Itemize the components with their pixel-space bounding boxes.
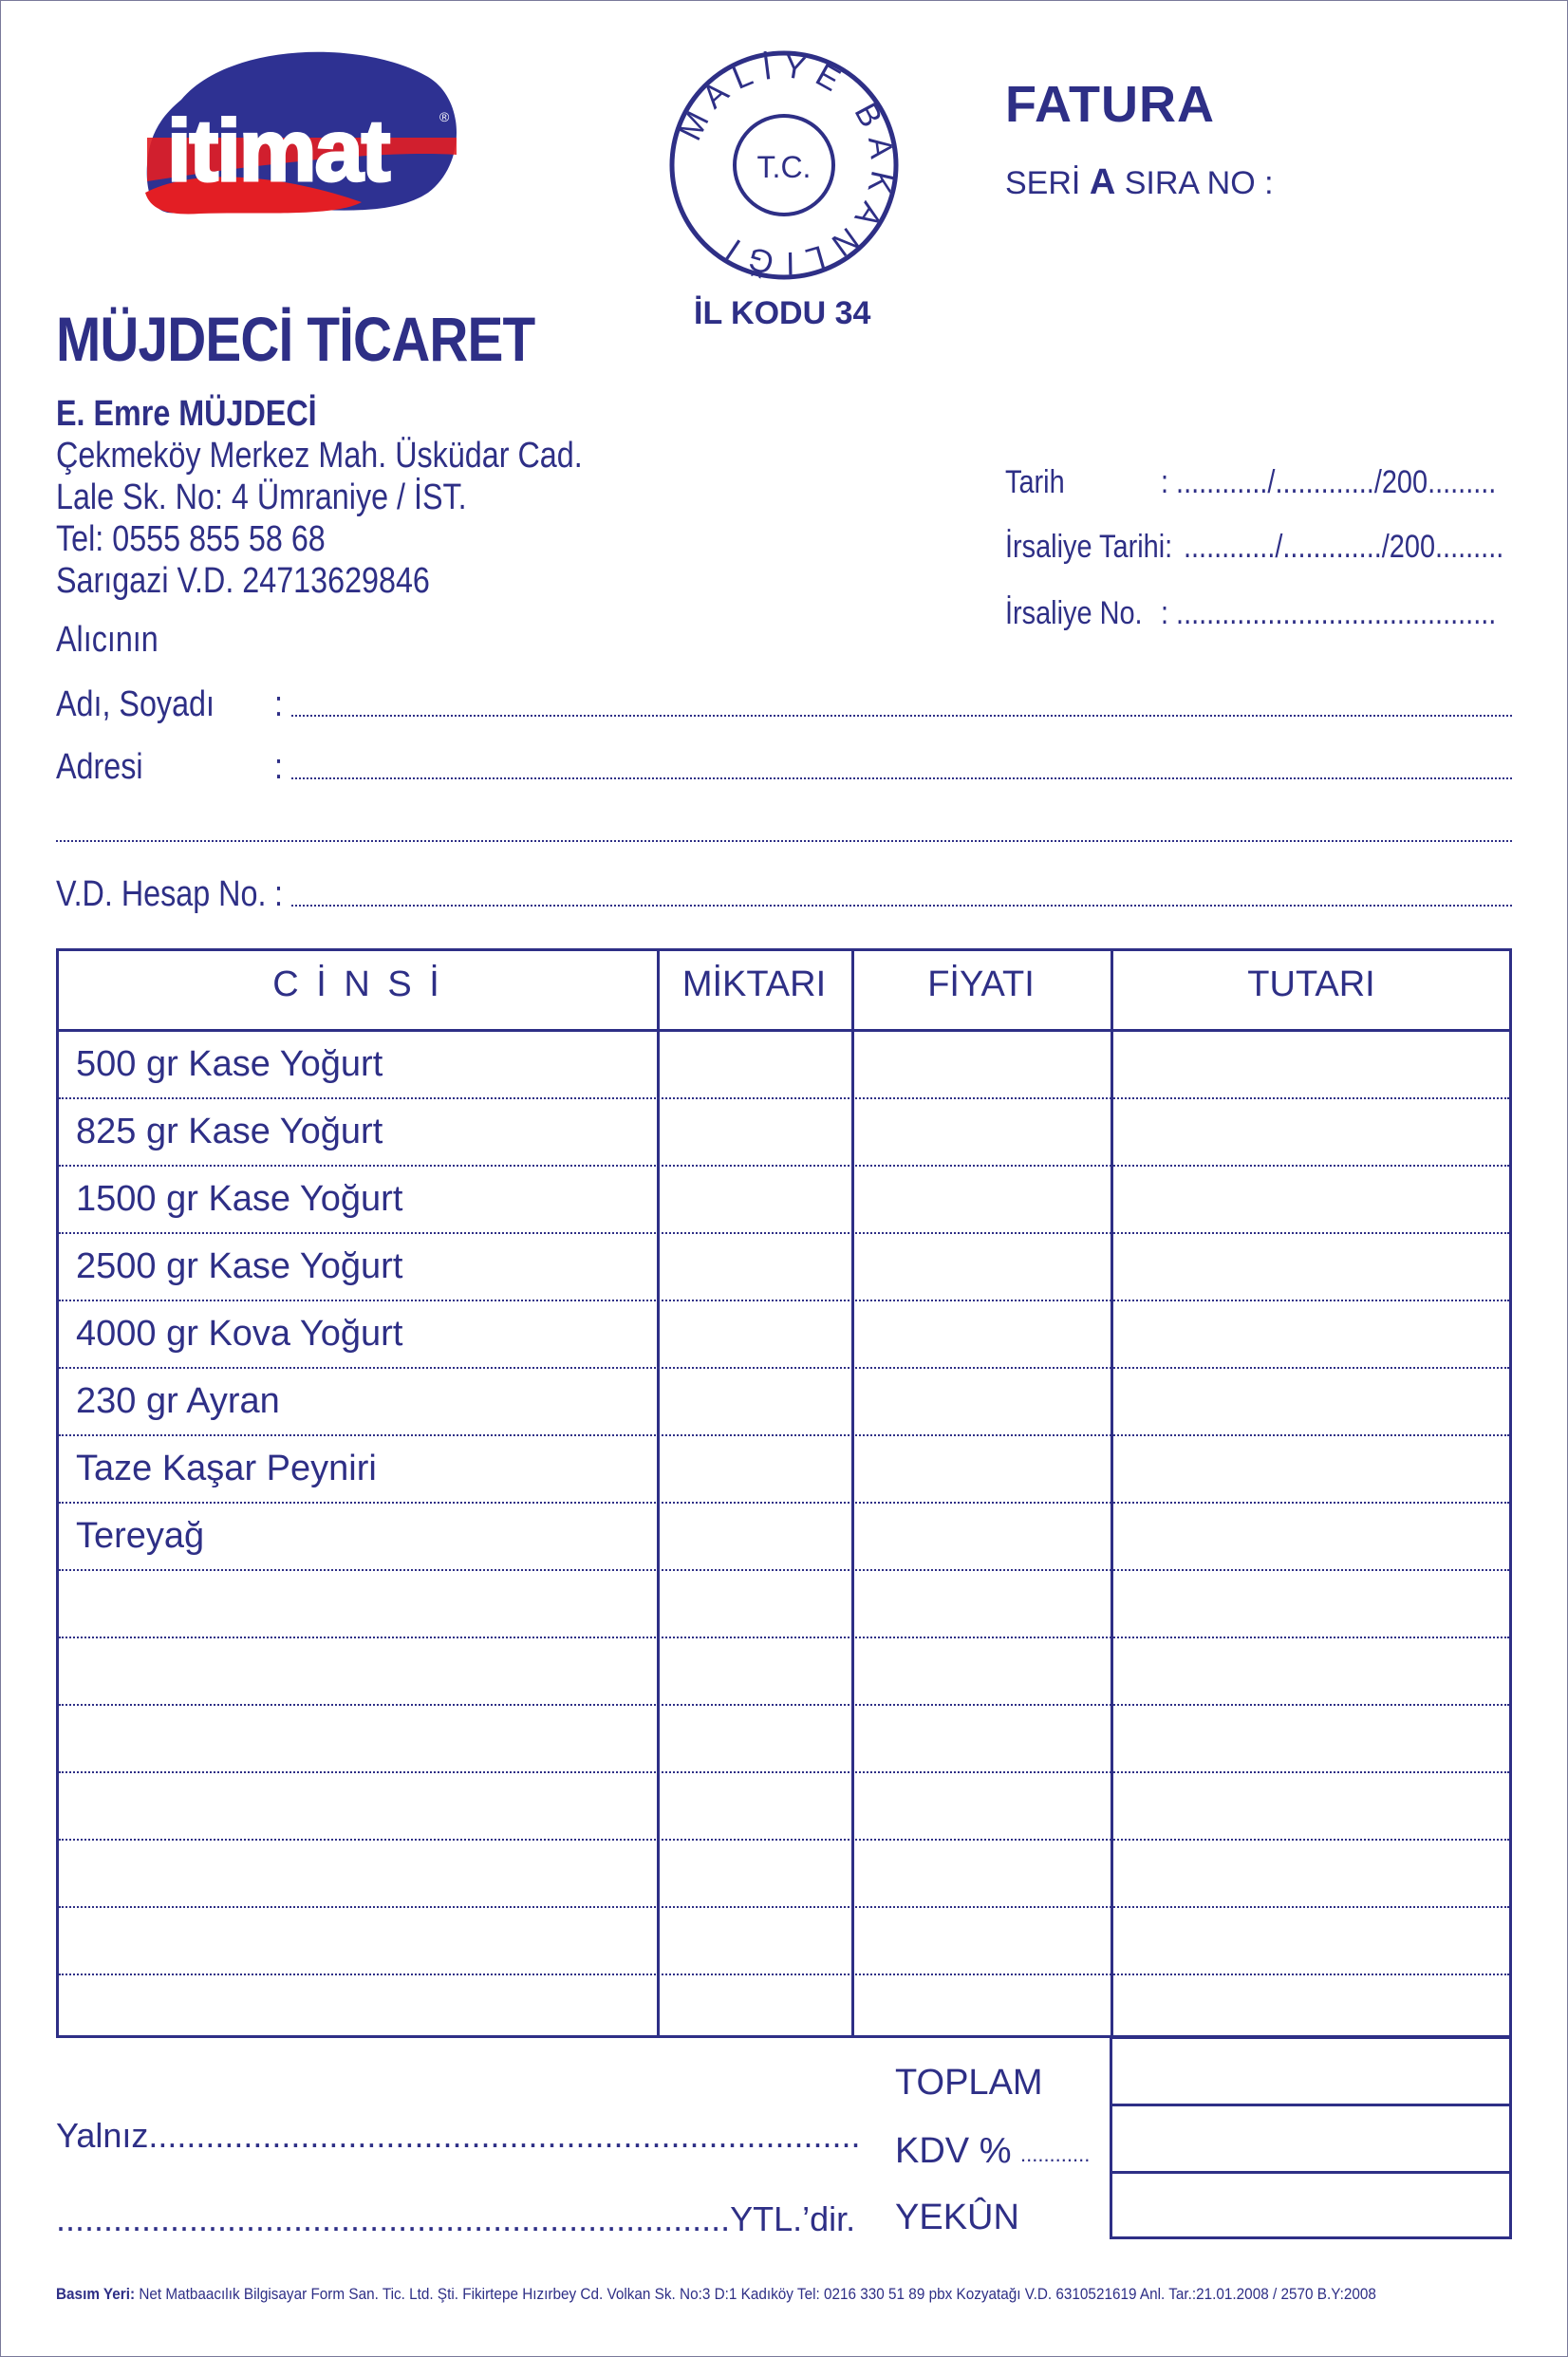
buyer-address-field-2[interactable] bbox=[56, 840, 1512, 842]
item-row-2: 825 gr Kase Yoğurt bbox=[76, 1112, 383, 1151]
row-line bbox=[59, 1434, 1509, 1436]
buyer-name-field[interactable] bbox=[291, 715, 1512, 717]
header-cinsi: C İ N S İ bbox=[272, 964, 443, 1004]
irsaliye-no-value[interactable]: : .......................................... bbox=[1161, 595, 1497, 631]
toplam-label: TOPLAM bbox=[895, 2063, 1043, 2103]
items-table bbox=[56, 948, 1512, 2038]
logo-text: itimat bbox=[167, 103, 389, 199]
row-line bbox=[59, 1232, 1509, 1234]
seal-ring-text: MALİYE BAKANLIĞI bbox=[672, 47, 902, 282]
row-line bbox=[59, 1974, 1509, 1975]
buyer-account-field[interactable] bbox=[291, 905, 1512, 907]
irsaliye-tarihi-label: İrsaliye Tarihi: bbox=[1005, 529, 1173, 565]
owner-name: E. Emre MÜJDECİ bbox=[56, 394, 317, 434]
itimat-logo bbox=[143, 50, 476, 221]
seri-sira-no: SERİ A SIRA NO : bbox=[1005, 162, 1274, 202]
row-line bbox=[59, 1367, 1509, 1369]
col-divider-2 bbox=[851, 951, 854, 2035]
company-name: MÜJDECİ TİCARET bbox=[56, 304, 535, 374]
kdv-rate-field[interactable]: ............ bbox=[1020, 2142, 1091, 2166]
header-miktari: MİKTARI bbox=[681, 964, 827, 1004]
maliye-seal bbox=[665, 47, 903, 284]
seller-phone: Tel: 0555 855 58 68 bbox=[56, 519, 326, 559]
buyer-heading: Alıcının bbox=[56, 620, 159, 660]
il-kodu: İL KODU 34 bbox=[694, 295, 871, 331]
row-line bbox=[59, 1906, 1509, 1908]
document-title: FATURA bbox=[1005, 76, 1215, 133]
irsaliye-tarihi-value[interactable]: ............/............./200......... bbox=[1184, 529, 1504, 565]
row-line bbox=[59, 1502, 1509, 1504]
seller-tax-office: Sarıgazi V.D. 24713629846 bbox=[56, 561, 430, 601]
tarih-value[interactable]: : ............/............./200......... bbox=[1161, 464, 1497, 500]
yalniz-field[interactable]: Yalnız........................................................................... bbox=[56, 2116, 861, 2155]
row-line bbox=[59, 1165, 1509, 1167]
seller-address-line1: Çekmeköy Merkez Mah. Üsküdar Cad. bbox=[56, 436, 583, 476]
registered-mark: ® bbox=[439, 109, 450, 124]
header-divider bbox=[59, 1029, 1509, 1032]
item-row-4: 2500 gr Kase Yoğurt bbox=[76, 1246, 403, 1286]
kdv-label: KDV % bbox=[895, 2131, 1012, 2171]
ytl-field[interactable]: .......................................................................YTL.’dir. bbox=[56, 2199, 856, 2238]
item-row-5: 4000 gr Kova Yoğurt bbox=[76, 1314, 403, 1354]
buyer-name-colon: : bbox=[274, 684, 283, 724]
totals-divider bbox=[1112, 2171, 1509, 2174]
item-row-8: Tereyağ bbox=[76, 1516, 205, 1556]
buyer-account-label: V.D. Hesap No. bbox=[56, 874, 267, 914]
irsaliye-no-label: İrsaliye No. bbox=[1005, 595, 1143, 631]
buyer-address-colon: : bbox=[274, 747, 283, 787]
row-line bbox=[59, 1097, 1509, 1099]
row-line bbox=[59, 1300, 1509, 1301]
buyer-address-label: Adresi bbox=[56, 747, 143, 787]
item-row-6: 230 gr Ayran bbox=[76, 1381, 280, 1421]
row-line bbox=[59, 1569, 1509, 1571]
seller-address-line2: Lale Sk. No: 4 Ümraniye / İST. bbox=[56, 477, 467, 517]
printer-footer: Basım Yeri: Net Matbaacılık Bilgisayar Form San. Tic. Ltd. Şti. Fikirtepe Hızırbey Cd. Volkan Sk. No:3 D:1 Kadıköy Tel: 0216 330 51 89 pbx Kozyatağı V.D. 6310521619 Anl. Tar.:21.01.2008 / 2570 B.Y:2008 bbox=[56, 2285, 1376, 2303]
seal-icon bbox=[665, 47, 903, 284]
col-divider-1 bbox=[657, 951, 660, 2035]
item-row-7: Taze Kaşar Peyniri bbox=[76, 1449, 377, 1488]
totals-box bbox=[1110, 2036, 1512, 2239]
tarih-label: Tarih bbox=[1005, 464, 1065, 500]
row-line bbox=[59, 1771, 1509, 1773]
totals-divider bbox=[1112, 2104, 1509, 2106]
item-row-1: 500 gr Kase Yoğurt bbox=[76, 1044, 383, 1084]
item-row-3: 1500 gr Kase Yoğurt bbox=[76, 1179, 403, 1219]
row-line bbox=[59, 1704, 1509, 1706]
header-fiyati: FİYATI bbox=[927, 964, 1035, 1004]
yekun-label: YEKÛN bbox=[895, 2198, 1019, 2237]
row-line bbox=[59, 1637, 1509, 1638]
buyer-address-field[interactable] bbox=[291, 777, 1512, 779]
buyer-name-label: Adı, Soyadı bbox=[56, 684, 215, 724]
col-divider-3 bbox=[1111, 951, 1113, 2035]
header-tutari: TUTARI bbox=[1247, 964, 1375, 1004]
buyer-account-colon: : bbox=[274, 874, 283, 914]
seal-center-text: T.C. bbox=[756, 150, 812, 184]
row-line bbox=[59, 1839, 1509, 1841]
